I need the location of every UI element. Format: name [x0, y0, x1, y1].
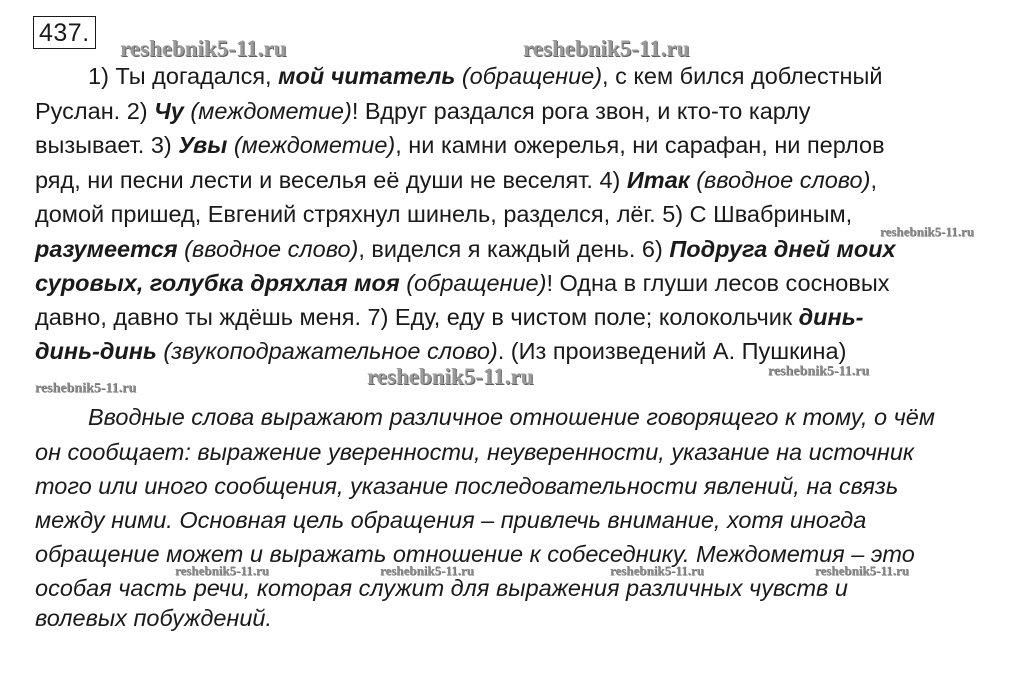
highlighted-word: динь-динь	[35, 338, 157, 364]
note-line-6: особая часть речи, которая служит для выражения различных чувств и	[35, 575, 848, 601]
text: Руслан. 2)	[35, 98, 155, 124]
watermark-low-left: reshebnik5-11.ru	[175, 563, 270, 578]
word-type-note: (междометие)	[190, 98, 352, 124]
word-type-note: (междометие)	[233, 132, 396, 158]
note-line-5: обращение может и выражать отношение к собеседнику. Междометия – это	[35, 541, 915, 567]
highlighted-word: Итак	[626, 167, 690, 193]
highlighted-phrase: суровых, голубка дряхлая моя	[35, 270, 400, 296]
highlighted-word: разумеется	[35, 236, 178, 262]
text: ,	[870, 167, 877, 193]
answer-line-2	[35, 96, 811, 126]
exercise-number: 437.	[33, 16, 96, 49]
highlighted-word: Чу	[154, 98, 184, 124]
text: . (Из произведений А. Пушкина)	[497, 338, 847, 364]
watermark-mid-center: reshebnik5-11.ru	[367, 364, 534, 389]
note-line-7: волевых побуждений.	[35, 605, 273, 631]
watermark-low-center: reshebnik5-11.ru	[380, 563, 475, 578]
text: , с кем бился доблестный	[602, 63, 883, 89]
note-line-1: Вводные слова выражают различное отношение говорящего к тому, о чём	[88, 404, 935, 430]
text: вызывает. 3)	[35, 132, 179, 158]
note-line-2: он сообщает: выражение уверенности, неуверенности, указание на источник	[35, 439, 915, 465]
watermark-mid-left: reshebnik5-11.ru	[35, 381, 137, 396]
note-line-4: между ними. Основная цель обращения – привлечь внимание, хотя иногда	[35, 507, 867, 533]
word-type-note: (обращение)	[461, 63, 603, 89]
answer-line-8	[35, 302, 864, 332]
watermark-low-right-b: reshebnik5-11.ru	[815, 563, 910, 578]
answer-line-9	[35, 336, 846, 366]
highlighted-word: Увы	[178, 132, 228, 158]
text: ! Одна в глуши лесов сосновых	[546, 270, 890, 296]
word-type-note: (вводное слово)	[696, 167, 871, 193]
text: домой пришед, Евгений стряхнул шинель, разделся, лёг. 5) С Швабриным,	[35, 201, 853, 227]
answer-line-6	[35, 234, 896, 264]
highlighted-phrase: Подруга дней моих	[669, 236, 896, 262]
watermark-mid-right: reshebnik5-11.ru	[768, 364, 870, 379]
word-type-note: (обращение)	[406, 270, 547, 296]
text: давно, давно ты ждёшь меня. 7) Еду, еду в чистом поле; колокольчик	[35, 304, 799, 330]
note-line-3: того или иного сообщения, указание последовательности явлений, на связь	[35, 473, 899, 499]
word-type-note: (вводное слово)	[184, 236, 359, 262]
text: 1) Ты догадался,	[88, 63, 279, 89]
highlighted-word: мой читатель	[278, 63, 456, 89]
answer-line-3	[35, 130, 885, 160]
text: ! Вдруг раздался рога звон, и кто-то карлу	[351, 98, 811, 124]
word-type-note: (звукоподражательное слово)	[163, 338, 498, 364]
answer-line-1	[88, 61, 882, 91]
watermark-mid-small-right: reshebnik5-11.ru	[880, 224, 975, 239]
watermark-top-right: reshebnik5-11.ru	[523, 36, 690, 61]
answer-line-4	[35, 165, 877, 195]
answer-line-5	[35, 199, 852, 229]
text: , виделся я каждый день. 6)	[358, 236, 670, 262]
highlighted-word: динь-	[798, 304, 864, 330]
watermark-top-left: reshebnik5-11.ru	[120, 36, 287, 61]
answer-line-7	[35, 268, 890, 298]
text: , ни камни ожерелья, ни сарафан, ни перлов	[395, 132, 885, 158]
text: ряд, ни песни лести и веселья её души не веселят. 4)	[35, 167, 627, 193]
watermark-low-right-a: reshebnik5-11.ru	[610, 563, 705, 578]
